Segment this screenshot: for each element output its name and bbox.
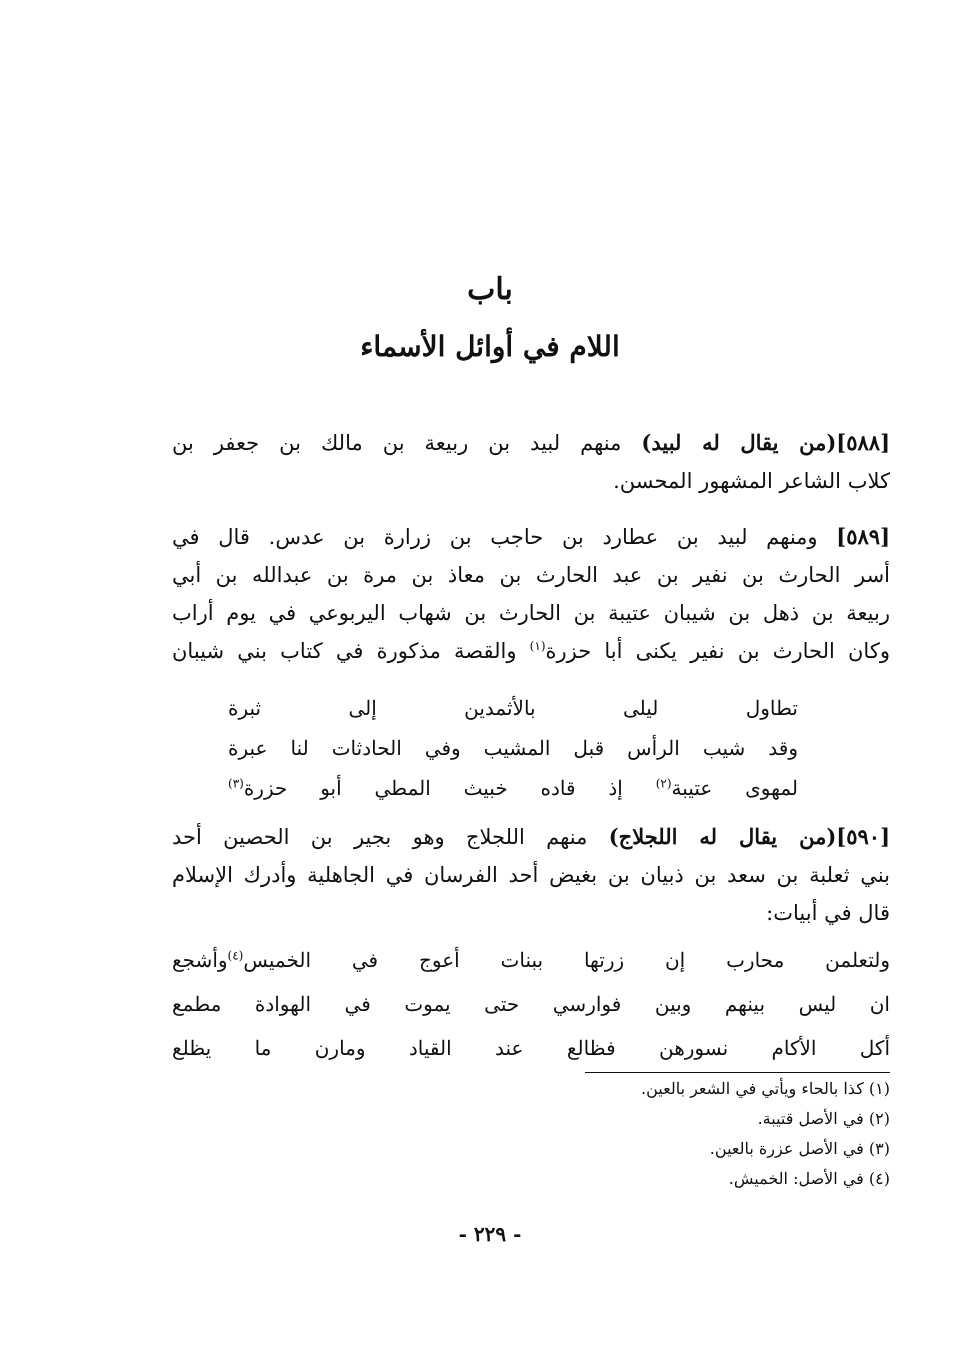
footnote-number: (٣): [868, 1139, 890, 1158]
entry-line: كلاب الشاعر المشهور المحسن.: [613, 469, 890, 493]
entry-ref: [٥٩٠]: [836, 824, 890, 849]
footnote-text: في الأصل عزرة بالعين.: [709, 1139, 864, 1158]
verse-line: ان ليس بينهم وبين فوارسي حتى يموت في الهوادة مطمع: [172, 992, 890, 1016]
entry-line: والقصة مذكورة في كتاب بني شيبان: [172, 639, 517, 663]
footnote-mark[interactable]: (٢): [655, 776, 672, 791]
footnote: [172, 1164, 890, 1194]
page-number: - ٢٢٩ -: [458, 1222, 522, 1246]
entry-ref: [٥٨٨]: [836, 430, 890, 455]
footnote: [172, 1104, 890, 1134]
footnote-divider: [585, 1072, 890, 1073]
footnote-text: في الأصل قتيبة.: [757, 1109, 864, 1128]
entry-line: منهم لبيد بن ربيعة بن مالك بن جعفر بن: [172, 431, 622, 455]
footnote-mark[interactable]: (٤): [227, 948, 244, 963]
verse-line: وأشجع: [172, 948, 228, 972]
footnote-mark[interactable]: (١): [529, 639, 546, 653]
entry-line: ومنهم لبيد بن عطارد بن حاجب بن زرارة بن عدس. قال في: [172, 525, 818, 549]
verse-line: وقد شيب الرأس قبل المشيب وفي الحادثات لنا عبرة: [228, 736, 798, 760]
verse-block-1: [228, 688, 798, 808]
footnote-number: (٢): [868, 1109, 890, 1128]
entry-ref: [٥٨٩]: [836, 524, 890, 549]
chapter-label: باب: [467, 272, 513, 307]
entry-heading: (من يقال له اللجلاج): [608, 824, 837, 849]
entry-line: ربيعة بن ذهل بن شيبان عتيبة بن الحارث بن شهاب اليربوعي في يوم أراب: [172, 601, 890, 625]
entry-588: [172, 424, 890, 500]
entry-590: [172, 818, 890, 932]
footnotes: [172, 1074, 890, 1194]
verse-line: لمهوى عتيبة: [671, 776, 798, 800]
entry-line: منهم اللجلاج وهو بجير بن الحصين أحد: [172, 825, 588, 849]
verse-line: أكل الأكام نسورهن فظالع عند القياد ومارن ما يظلع: [172, 1036, 890, 1060]
entry-line: أسر الحارث بن نفير بن عبد الحارث بن معاذ بن مرة بن عبدالله بن أبي: [172, 563, 890, 587]
footnote: [172, 1074, 890, 1104]
footnote: [172, 1134, 890, 1164]
entry-589: [172, 518, 890, 670]
verse-line: تطاول ليلى بالأثمدين إلى ثبرة: [228, 696, 798, 720]
entry-line: بني ثعلبة بن سعد بن ذبيان بن بغيض أحد الفرسان في الجاهلية وأدرك الإسلام: [172, 863, 890, 887]
entry-line: وكان الحارث بن نفير يكنى أبا حزرة: [545, 639, 890, 663]
footnote-text: كذا بالحاء ويأتي في الشعر بالعين.: [641, 1079, 864, 1098]
footnote-number: (٤): [868, 1169, 890, 1188]
verse-line: ولتعلمن محارب إن زرتها ببنات أعوج في الخميس: [243, 948, 890, 972]
entry-line: قال في أبيات:: [766, 901, 890, 925]
footnote-mark[interactable]: (٣): [228, 776, 244, 791]
footnote-number: (١): [868, 1079, 890, 1098]
verse-block-2: [172, 938, 890, 1070]
entry-heading: (من يقال له لبيد): [641, 430, 837, 455]
footnote-text: في الأصل: الخميش.: [728, 1169, 864, 1188]
chapter-title: اللام في أوائل الأسماء: [360, 330, 620, 363]
verse-line: إذ قاده خبيث المطي أبو حزرة: [243, 776, 623, 800]
